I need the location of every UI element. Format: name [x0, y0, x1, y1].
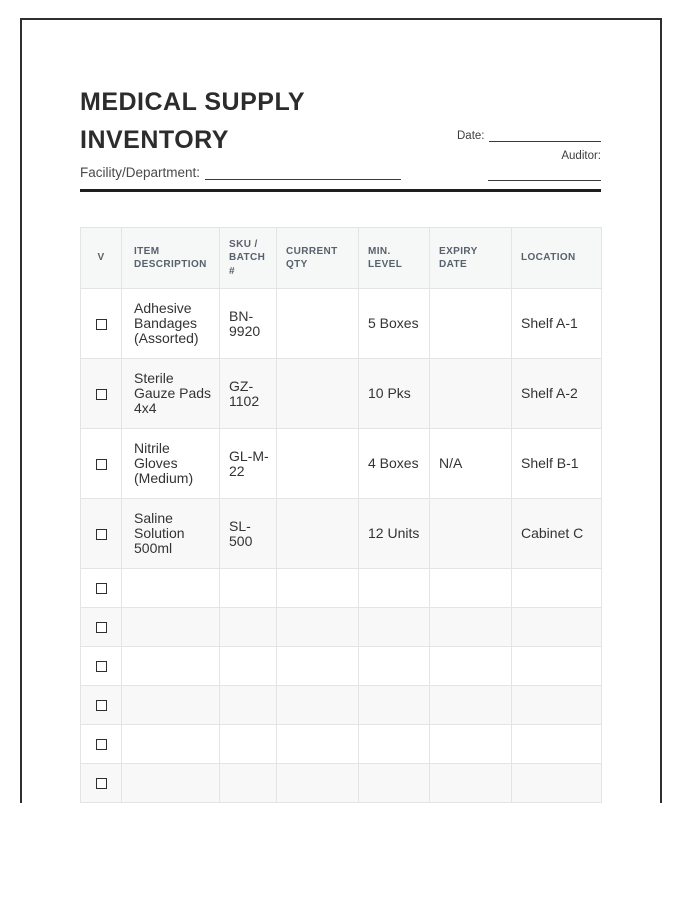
cell-min [359, 764, 430, 803]
cell-expiry [430, 764, 512, 803]
date-label: Date: [457, 130, 485, 142]
cell-item [122, 569, 220, 608]
checkbox[interactable] [96, 319, 107, 330]
cell-check [81, 608, 122, 647]
cell-min [359, 725, 430, 764]
checkbox[interactable] [96, 622, 107, 633]
empty-row [81, 725, 602, 764]
cell-sku: BN-9920 [220, 289, 277, 359]
cell-check [81, 686, 122, 725]
cell-location: Shelf A-2 [512, 359, 602, 429]
column-header-sku: SKU / BATCH # [220, 228, 277, 289]
cell-min: 4 Boxes [359, 429, 430, 499]
inventory-table [80, 227, 602, 803]
cell-min: 10 Pks [359, 359, 430, 429]
cell-check [81, 569, 122, 608]
facility-blank-line[interactable] [205, 166, 401, 180]
cell-item: Saline Solution 500ml [122, 499, 220, 569]
cell-expiry [430, 289, 512, 359]
cell-location: Cabinet C [512, 499, 602, 569]
cell-item [122, 764, 220, 803]
cell-sku [220, 569, 277, 608]
cell-min [359, 569, 430, 608]
table-row [81, 499, 602, 569]
table-header-row [81, 228, 602, 289]
column-header-location: LOCATION [512, 228, 602, 289]
cell-check [81, 499, 122, 569]
checkbox[interactable] [96, 583, 107, 594]
column-header-item: ITEM DESCRIPTION [122, 228, 220, 289]
cell-min: 5 Boxes [359, 289, 430, 359]
column-header-check: V [81, 228, 122, 289]
cell-check [81, 725, 122, 764]
checkbox[interactable] [96, 459, 107, 470]
cell-expiry [430, 608, 512, 647]
empty-row [81, 686, 602, 725]
cell-item [122, 686, 220, 725]
checkbox[interactable] [96, 778, 107, 789]
facility-field [80, 165, 401, 180]
cell-qty [277, 686, 359, 725]
checkbox[interactable] [96, 661, 107, 672]
cell-min [359, 686, 430, 725]
date-blank-line[interactable] [489, 128, 601, 142]
cell-item: Nitrile Gloves (Medium) [122, 429, 220, 499]
cell-sku [220, 647, 277, 686]
cell-check [81, 289, 122, 359]
cell-item [122, 647, 220, 686]
cell-location: Shelf A-1 [512, 289, 602, 359]
cell-min [359, 647, 430, 686]
cell-sku [220, 764, 277, 803]
cell-qty [277, 359, 359, 429]
cell-item [122, 608, 220, 647]
cell-min [359, 608, 430, 647]
cell-sku [220, 686, 277, 725]
cell-check [81, 764, 122, 803]
checkbox[interactable] [96, 739, 107, 750]
empty-row [81, 608, 602, 647]
cell-item: Adhesive Bandages (Assorted) [122, 289, 220, 359]
cell-location [512, 569, 602, 608]
cell-qty [277, 647, 359, 686]
cell-expiry: N/A [430, 429, 512, 499]
cell-check [81, 647, 122, 686]
facility-label: Facility/Department: [80, 165, 201, 180]
header-divider-rule [80, 189, 601, 192]
table-row [81, 429, 602, 499]
table-header [81, 228, 602, 289]
cell-qty [277, 764, 359, 803]
checkbox[interactable] [96, 389, 107, 400]
column-header-min: MIN. LEVEL [359, 228, 430, 289]
cell-expiry [430, 359, 512, 429]
column-header-expiry: EXPIRY DATE [430, 228, 512, 289]
cell-qty [277, 499, 359, 569]
cell-location [512, 764, 602, 803]
empty-row [81, 647, 602, 686]
empty-row [81, 569, 602, 608]
cell-check [81, 429, 122, 499]
cell-min: 12 Units [359, 499, 430, 569]
cell-item: Sterile Gauze Pads 4x4 [122, 359, 220, 429]
cell-sku: GZ-1102 [220, 359, 277, 429]
auditor-blank-line[interactable] [488, 167, 601, 181]
cell-sku: SL-500 [220, 499, 277, 569]
cell-qty [277, 429, 359, 499]
cell-item [122, 725, 220, 764]
cell-location [512, 686, 602, 725]
cell-check [81, 359, 122, 429]
date-field [457, 128, 601, 142]
cell-expiry [430, 686, 512, 725]
empty-row [81, 764, 602, 803]
cell-qty [277, 725, 359, 764]
checkbox[interactable] [96, 529, 107, 540]
cell-location [512, 725, 602, 764]
table-row [81, 289, 602, 359]
cell-expiry [430, 725, 512, 764]
cell-qty [277, 569, 359, 608]
cell-location [512, 647, 602, 686]
cell-location [512, 608, 602, 647]
cell-sku [220, 725, 277, 764]
cell-qty [277, 608, 359, 647]
cell-expiry [430, 647, 512, 686]
column-header-qty: CURRENT QTY [277, 228, 359, 289]
auditor-label: Auditor: [561, 150, 601, 162]
cell-expiry [430, 499, 512, 569]
cell-expiry [430, 569, 512, 608]
checkbox[interactable] [96, 700, 107, 711]
cell-location: Shelf B-1 [512, 429, 602, 499]
cell-sku [220, 608, 277, 647]
page-title: MEDICAL SUPPLY INVENTORY [80, 88, 305, 154]
cell-sku: GL-M-22 [220, 429, 277, 499]
cell-qty [277, 289, 359, 359]
table-row [81, 359, 602, 429]
